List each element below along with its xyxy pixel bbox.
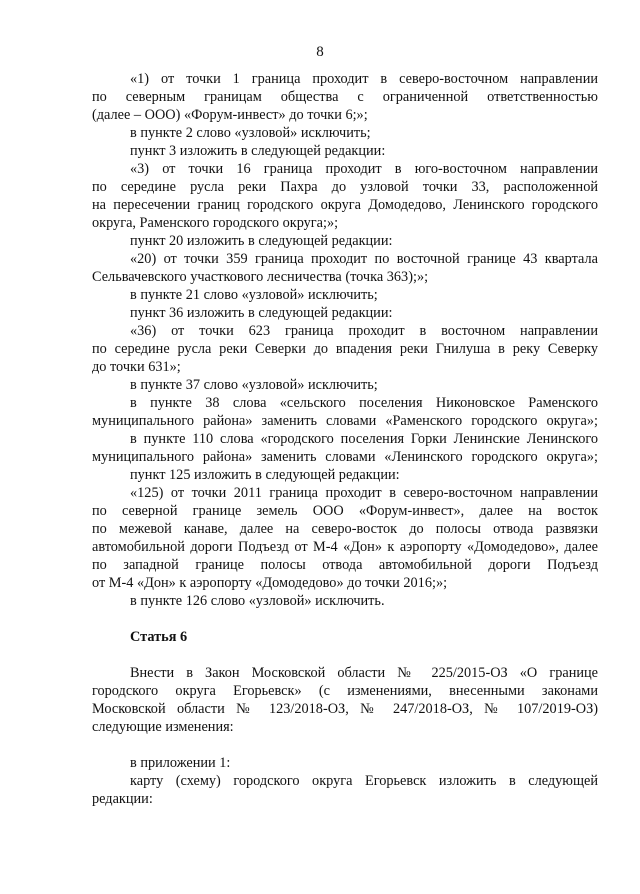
text-line: автомобильной дороги Подъезд от М-4 «Дон» к аэропорту «Домодедово», далее bbox=[92, 539, 598, 555]
text-line: на пересечении границ городского округа Домодедово, Ленинского городского bbox=[92, 197, 598, 213]
text-line: в пункте 110 слова «городского поселения Горки Ленинские Ленинского bbox=[130, 431, 598, 447]
text-line: в пункте 38 слова «сельского поселения Никоновское Раменского bbox=[130, 395, 598, 411]
text-line: пункт 20 изложить в следующей редакции: bbox=[130, 233, 393, 249]
text-line: «20) от точки 359 граница проходит по восточной границе 43 квартала bbox=[130, 251, 598, 267]
text-line: городского округа Егорьевск» (с изменениями, внесенными законами bbox=[92, 683, 598, 699]
text-line: пункт 125 изложить в следующей редакции: bbox=[130, 467, 400, 483]
text-line: в пункте 2 слово «узловой» исключить; bbox=[130, 125, 371, 141]
text-line: Внести в Закон Московской области № 225/2015-ОЗ «О границе bbox=[130, 665, 598, 681]
text-line: в пункте 21 слово «узловой» исключить; bbox=[130, 287, 378, 303]
text-line: по межевой канаве, далее на северо-восток до полосы отвода развязки bbox=[92, 521, 598, 537]
text-line: в пункте 126 слово «узловой» исключить. bbox=[130, 593, 385, 609]
text-line: муниципального района» заменить словами «Раменского городского округа»; bbox=[92, 413, 598, 429]
text-line: по северным границам общества с ограниченной ответственностью bbox=[92, 89, 598, 105]
text-line: следующие изменения: bbox=[92, 719, 234, 735]
text-line: от М-4 «Дон» к аэропорту «Домодедово» до точки 2016;»; bbox=[92, 575, 448, 591]
text-line: «36) от точки 623 граница проходит в восточном направлении bbox=[130, 323, 598, 339]
article-heading: Статья 6 bbox=[130, 629, 188, 645]
text-line: пункт 36 изложить в следующей редакции: bbox=[130, 305, 393, 321]
text-line: «3) от точки 16 граница проходит в юго-восточном направлении bbox=[130, 161, 598, 177]
text-line: муниципального района» заменить словами «Ленинского городского округа»; bbox=[92, 449, 598, 465]
text-line: в пункте 37 слово «узловой» исключить; bbox=[130, 377, 378, 393]
text-line: по северной границе земель ООО «Форум-инвест», далее на восток bbox=[92, 503, 598, 519]
page-number: 8 bbox=[316, 44, 324, 60]
text-line: пункт 3 изложить в следующей редакции: bbox=[130, 143, 386, 159]
text-line: «125) от точки 2011 граница проходит в северо-восточном направлении bbox=[130, 485, 598, 501]
text-line: по середине русла реки Пахра до узловой точки 33, расположенной bbox=[92, 179, 598, 195]
text-line: по западной границе полосы отвода автомобильной дороги Подъезд bbox=[92, 557, 598, 573]
text-line: (далее – ООО) «Форум-инвест» до точки 6;»; bbox=[92, 107, 368, 123]
text-line: редакции: bbox=[92, 791, 153, 807]
text-line: Московской области № 123/2018-ОЗ, № 247/2018-ОЗ, № 107/2019-ОЗ) bbox=[92, 701, 598, 717]
text-line: округа, Раменского городского округа;»; bbox=[92, 215, 339, 231]
text-line: Сельвачевского участкового лесничества (точка 363);»; bbox=[92, 269, 429, 285]
text-line: в приложении 1: bbox=[130, 755, 231, 771]
text-line: «1) от точки 1 граница проходит в северо-восточном направлении bbox=[130, 71, 598, 87]
text-line: до точки 631»; bbox=[92, 359, 181, 375]
text-line: по середине русла реки Северки до впадения реки Гнилуша в реку Северку bbox=[92, 341, 598, 357]
text-line: карту (схему) городского округа Егорьевск изложить в следующей bbox=[130, 773, 598, 789]
